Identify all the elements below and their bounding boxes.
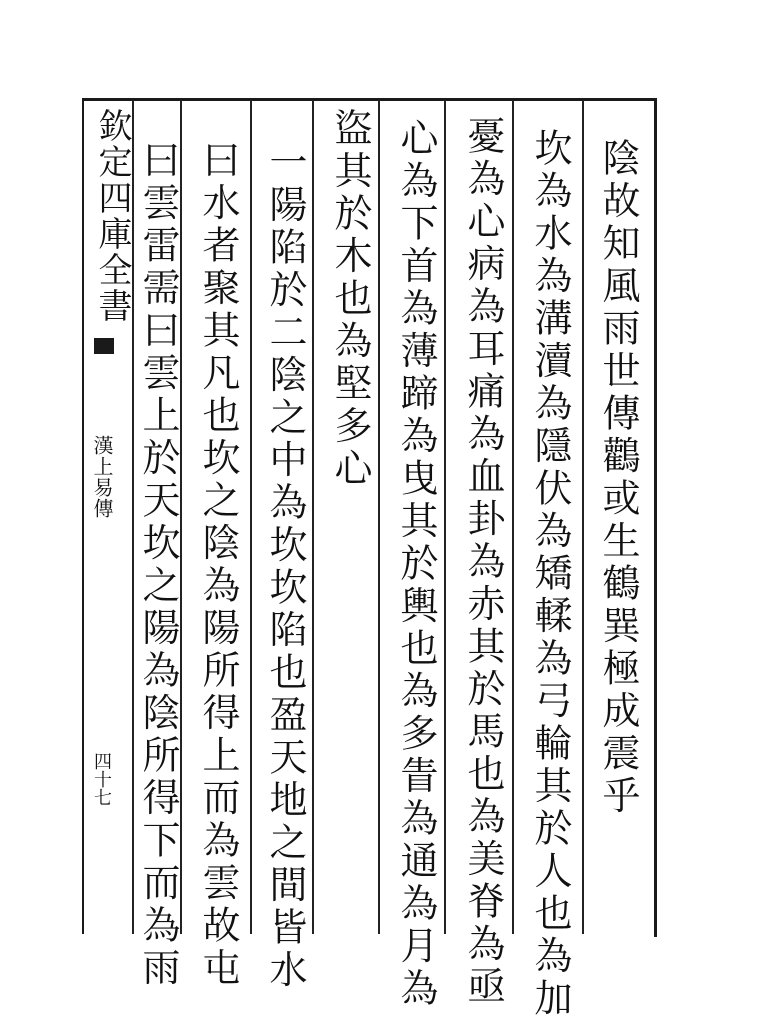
text-column: 一陽陷於二陰之中為坎坎陷也盈天地之間皆水	[263, 142, 307, 992]
text-column: 陰故知風雨世傳鸛或生鶴巽極成震乎	[596, 138, 640, 818]
text-column: 坎為水為溝瀆為隱伏為矯輮為弓輪其於人也為加	[528, 128, 572, 1021]
text-column: 心為下首為薄蹄為曳其於輿也為多眚為通為月為	[394, 118, 438, 1011]
column-rule	[512, 100, 514, 934]
column-rule	[250, 100, 252, 934]
book-title: 欽定四庫全書	[92, 108, 132, 324]
column-rule	[444, 100, 446, 934]
text-column: 憂為心病為耳痛為血卦為赤其於馬也為美脊為亟	[461, 116, 505, 1009]
work-title: 漢上易傳	[90, 435, 114, 519]
page-number: 四十七	[91, 752, 112, 806]
column-rule	[582, 100, 584, 934]
text-column: 盜其於木也為堅多心	[328, 108, 372, 491]
column-rule	[378, 100, 380, 934]
outer-border-left	[82, 98, 84, 934]
column-rule	[312, 100, 314, 934]
fish-tail-mark	[94, 338, 114, 354]
text-column: 曰水者聚其凡也坎之陰為陽所得上而為雲故屯	[196, 140, 240, 990]
text-column: 曰雲雷需曰雲上於天坎之陽為陰所得下而為雨	[136, 140, 180, 990]
